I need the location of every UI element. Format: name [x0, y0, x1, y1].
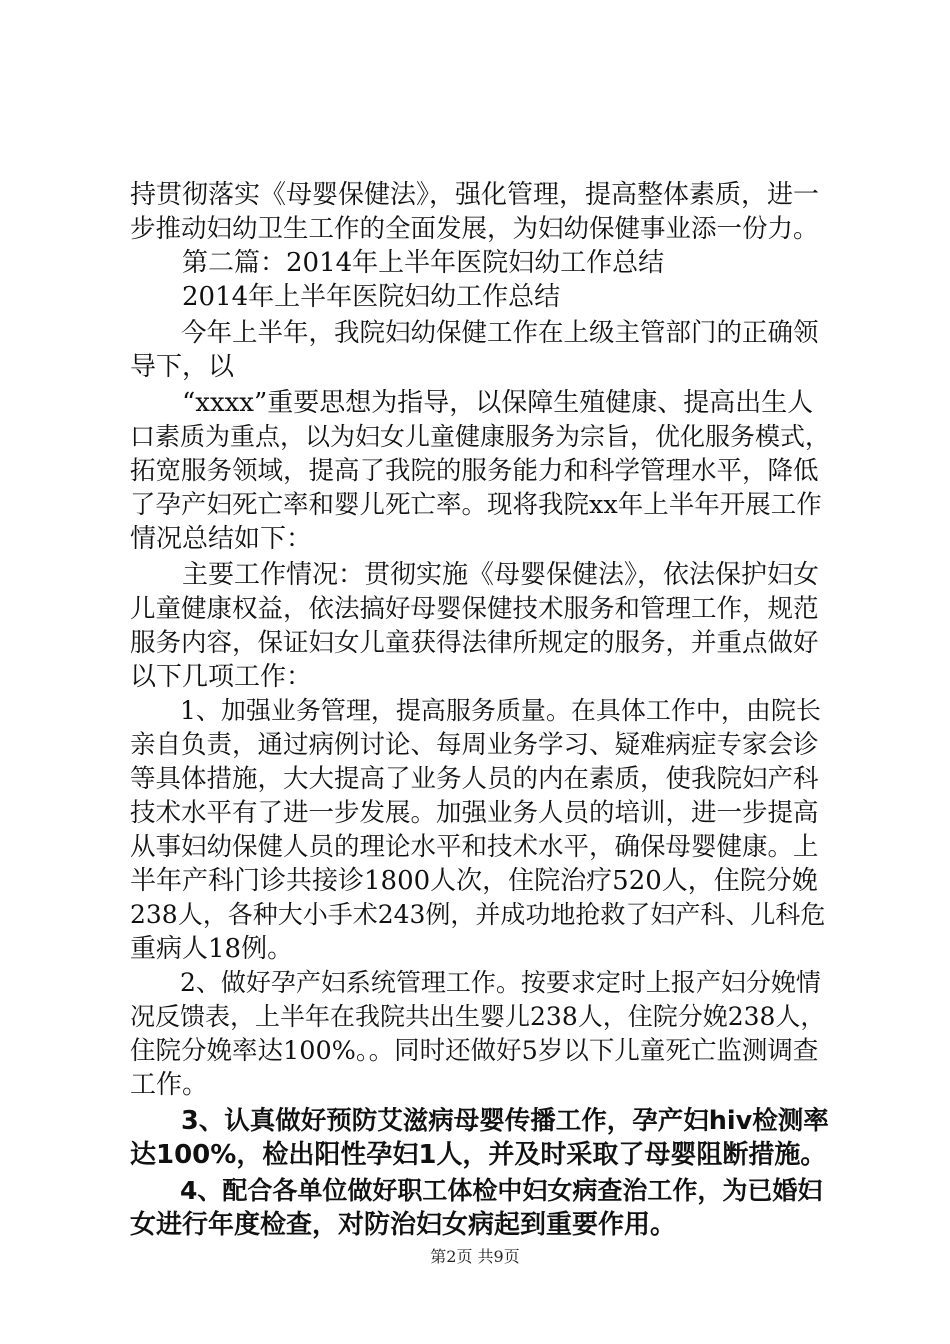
text-line: 主要工作情况：贯彻实施《母婴保健法》，依法保护妇女: [130, 560, 820, 590]
text-line: 以下几项工作：: [130, 662, 313, 692]
item-heading-2: 2、做好孕产妇系统管理工作。按要求定时上报产妇分娩情: [130, 968, 821, 997]
text-line: 持贯彻落实《母婴保健法》，强化管理，提高整体素质，进一: [130, 180, 820, 210]
text-line: 今年上半年，我院妇幼保健工作在上级主管部门的正确领: [130, 318, 819, 348]
text-line: 亲自负责，通过病例讨论、每周业务学习、疑难病症专家会诊: [130, 730, 819, 760]
text-line: 了孕产妇死亡率和婴儿死亡率。现将我院xx年上半年开展工作: [130, 490, 822, 520]
text-line: 住院分娩率达100%。。同时还做好5岁以下儿童死亡监测调查: [130, 1036, 819, 1066]
text-line: 达100%，检出阳性孕妇1人，并及时采取了母婴阻断措施。: [130, 1140, 827, 1170]
text-line: 238人，各种大小手术243例，并成功地抢救了妇产科、儿科危: [130, 900, 826, 929]
text-line: 情况总结如下：: [130, 524, 313, 554]
text-line: 况反馈表，上半年在我院共出生婴儿238人，住院分娩238人，: [130, 1002, 826, 1031]
item-heading-3: 3、认真做好预防艾滋病母婴传播工作，孕产妇hiv检测率: [130, 1106, 829, 1136]
text-line: 重病人18例。: [130, 934, 294, 964]
section-heading: 第二篇：2014年上半年医院妇幼工作总结: [130, 248, 665, 278]
text-line: 步推动妇幼卫生工作的全面发展，为妇幼保健事业添一份力。: [130, 214, 819, 244]
item-heading-1: 1、加强业务管理，提高服务质量。在具体工作中，由院长: [130, 696, 821, 725]
text-line: 工作。: [130, 1070, 209, 1100]
text-line: 导下，以: [130, 352, 235, 382]
page-number: 第2页 共9页: [430, 1247, 520, 1266]
text-line: 从事妇幼保健人员的理论水平和技术水平，确保母婴健康。上: [130, 832, 819, 862]
item-heading-4: 4、配合各单位做好职工体检中妇女病查治工作，为已婚妇: [130, 1176, 823, 1205]
text-line: 儿童健康权益，依法搞好母婴保健技术服务和管理工作，规范: [130, 594, 819, 624]
text-line: 拓宽服务领域，提高了我院的服务能力和科学管理水平，降低: [130, 456, 819, 486]
text-line: 口素质为重点，以为妇女儿童健康服务为宗旨，优化服务模式，: [130, 422, 831, 451]
text-line: 服务内容，保证妇女儿童获得法律所规定的服务，并重点做好: [130, 628, 819, 658]
text-line: 半年产科门诊共接诊1800人次，住院治疗520人，住院分娩: [130, 866, 818, 896]
text-line: “xxxx”重要思想为指导，以保障生殖健康、提高出生人: [130, 388, 814, 418]
text-line: 女进行年度检查，对防治妇女病起到重要作用。: [130, 1210, 677, 1240]
text-line: 等具体措施，大大提高了业务人员的内在素质，使我院妇产科: [130, 764, 819, 794]
text-line: 技术水平有了进一步发展。加强业务人员的培训，进一步提高: [130, 798, 819, 828]
article-title: 2014年上半年医院妇幼工作总结: [130, 282, 561, 312]
